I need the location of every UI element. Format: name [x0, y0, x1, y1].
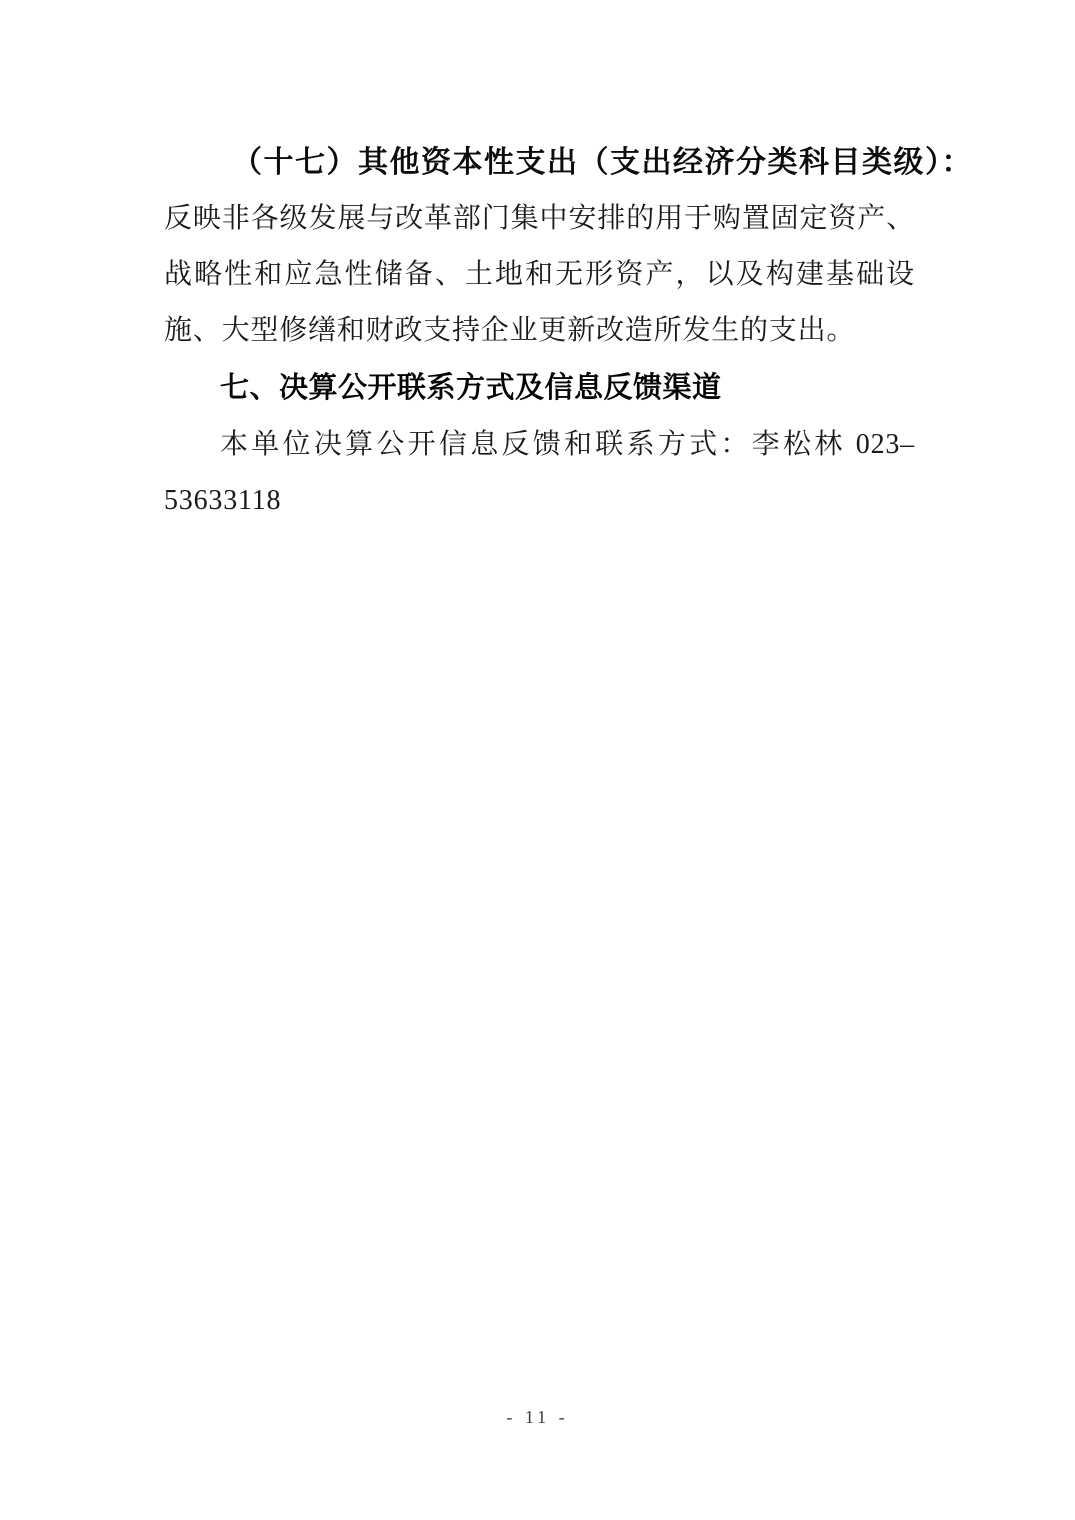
section-17-heading: （十七）其他资本性支出（支出经济分类科目类级）： — [232, 146, 973, 179]
document-content — [164, 134, 973, 529]
page-number: - 11 - — [506, 1407, 569, 1427]
section-7-heading: 七、决算公开联系方式及信息反馈渠道 — [220, 372, 722, 404]
contact-info-line: 本单位决算公开信息反馈和联系方式：李松林 023–53633118 — [164, 429, 915, 516]
section-17-body: 反映非各级发展与改革部门集中安排的用于购置固定资产、战略性和应急性储备、土地和无形资产，以及构建基础设施、大型修缮和财政支持企业更新改造所发生的支出。 — [164, 203, 915, 346]
